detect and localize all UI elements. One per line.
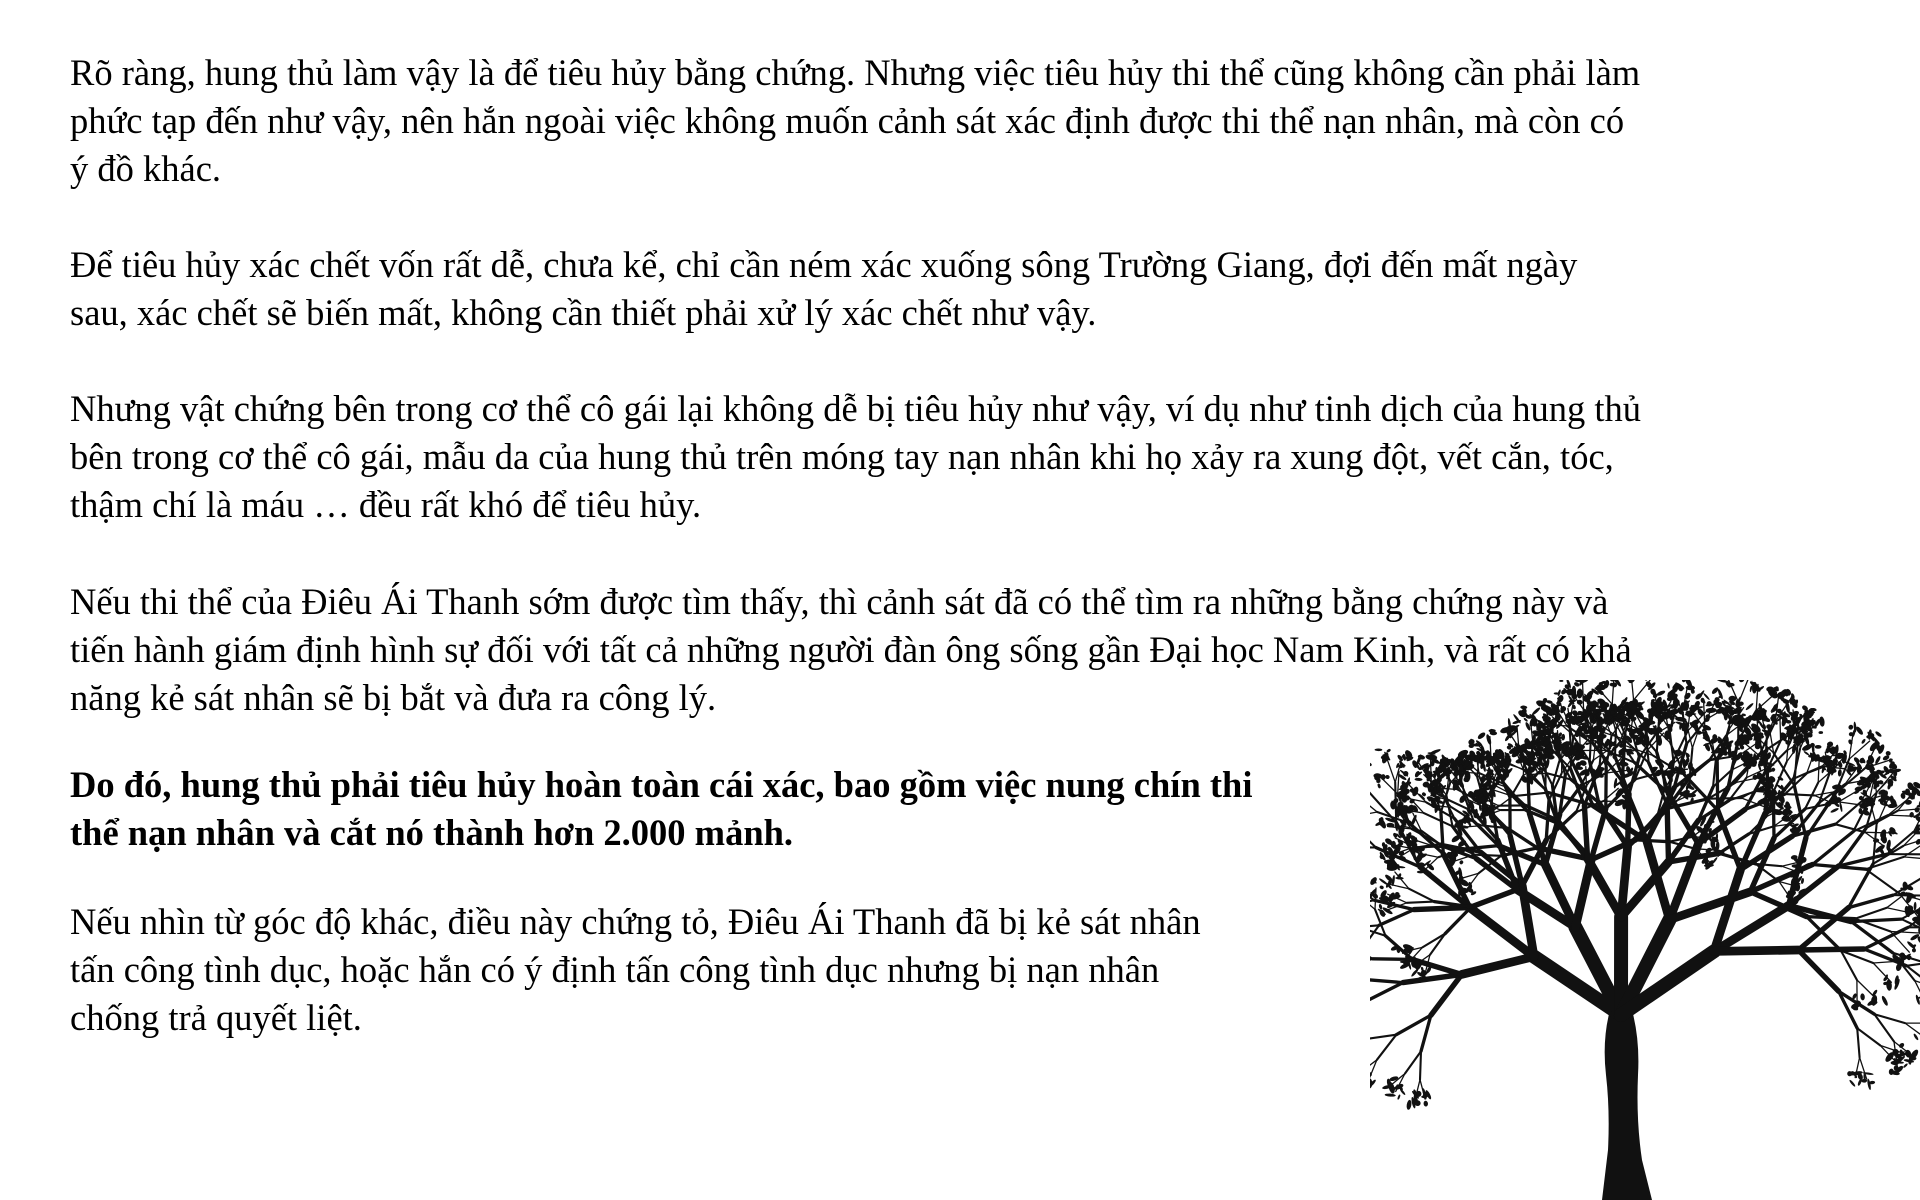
branch-segment [1873,963,1891,982]
leaf-shape [1459,860,1464,865]
text-line: sau, xác chết sẽ biến mất, không cần thiết phải xử lý xác chết như vậy. [70,292,1097,333]
bare-tree-silhouette-icon [1370,680,1920,1200]
branch-segment [1414,908,1470,910]
branch-segment [1714,950,1799,951]
leaf-shape [1830,807,1839,813]
leaf-shape [1818,731,1823,734]
leaf-shape [1751,680,1760,681]
leaf-shape [1815,745,1822,749]
branch-segment [1583,681,1584,710]
leaf-shape [1682,680,1687,683]
branch-segment [1405,1051,1421,1073]
leaf-shape [1738,680,1745,683]
branch-segment [1370,983,1403,1003]
branch-segment [1713,761,1716,787]
leaf-shape [1849,1079,1856,1087]
leaf-shape [1913,902,1916,911]
leaf-shape [1886,979,1893,991]
leaf-shape [1406,1100,1412,1111]
leaf-shape [1643,680,1648,681]
branch-segment [1420,1051,1421,1079]
branch-segment [1773,792,1774,838]
leaf-shape [1667,683,1670,689]
leaf-shape [1656,690,1666,697]
branch-segment [1370,822,1376,848]
branch-segment [1588,859,1622,917]
paragraph-evidence-destruction [70,49,1640,193]
text-line: phức tạp đến như vậy, nên hắn ngoài việc không muốn cảnh sát xác định được thi thể nạn nhân, mà còn có [70,100,1625,141]
leaf-shape [1414,778,1422,781]
leaf-shape [1378,904,1382,910]
leaf-shape [1913,1033,1919,1041]
leaf-shape [1485,734,1492,746]
branch-segment [1474,855,1501,856]
leaf-shape [1861,738,1867,744]
branch-segment [1409,889,1435,902]
branch-segment [1370,945,1373,959]
branch-segment [1471,890,1517,907]
leaf-shape [1479,803,1481,811]
leaf-shape [1754,680,1759,681]
leaf-shape [1400,961,1411,964]
leaf-shape [1848,724,1855,731]
branch-segment [1904,857,1920,860]
paragraph-bold-conclusion [70,761,1252,857]
branch-segment [1636,840,1670,842]
leaf-shape [1903,1063,1909,1069]
leaf-shape [1881,995,1889,1006]
leaf-shape [1613,778,1618,789]
branch-segment [1813,832,1854,865]
leaf-shape [1370,760,1372,768]
paragraph-alternative-view [70,898,1201,1042]
branch-segment [1793,766,1822,779]
leaf-shape [1683,691,1692,700]
leaf-shape [1531,707,1541,716]
text-line: Nếu thi thể của Điêu Ái Thanh sớm được tìm thấy, thì cảnh sát đã có thể tìm ra những bằng chứng này và [70,581,1609,622]
branch-segment [1717,762,1718,810]
text-line: chống trả quyết liệt. [70,997,362,1038]
branch-segment [1866,869,1900,893]
leaf-shape [1867,1078,1872,1090]
branch-segment [1430,934,1445,955]
branch-segment [1799,950,1839,991]
branch-segment [1584,806,1587,859]
branch-segment [1799,949,1865,950]
leaf-shape [1839,802,1843,812]
branch-segment [1855,908,1887,919]
branch-segment [1774,753,1795,786]
branch-segment [1422,934,1445,948]
branch-segment [1407,902,1435,903]
leaf-shape [1423,1101,1428,1107]
branch-segment [1905,1023,1920,1037]
text-line: bên trong cơ thể cô gái, mẫu da của hung thủ trên móng tay nạn nhân khi họ xảy ra xung đột, vết cắn, tóc, [70,436,1614,477]
leaf-shape [1909,812,1915,818]
branch-segment [1370,979,1403,982]
leaf-shape [1885,751,1891,756]
branch-segment [1785,794,1814,795]
branch-segment [1631,680,1634,700]
text-line: ý đồ khác. [70,148,222,189]
leaf-shape [1395,877,1404,880]
branch-segment [1907,961,1920,966]
leaf-shape [1803,750,1810,755]
branch-segment [1462,957,1534,975]
leaf-shape [1385,774,1390,779]
leaf-shape [1915,994,1920,1005]
leaf-shape [1819,716,1826,727]
leaf-shape [1375,748,1383,751]
leaf-shape [1576,688,1583,698]
leaf-shape [1459,770,1463,781]
text-line: thậm chí là máu … đều rất khó để tiêu hủy. [70,484,702,525]
leaf-shape [1745,702,1754,711]
branch-segment [1575,860,1591,928]
text-line: năng kẻ sát nhân sẽ bị bắt và đưa ra công lý. [70,677,717,718]
leaf-shape [1379,885,1384,890]
branch-segment [1370,1035,1396,1039]
text-line: Nếu nhìn từ góc độ khác, điều này chứng tỏ, Điêu Ái Thanh đã bị kẻ sát nhân [70,901,1201,942]
branch-segment [1513,793,1549,797]
branch-segment [1818,762,1819,783]
text-line: Nhưng vật chứng bên trong cơ thể cô gái lại không dễ bị tiêu hủy như vậy, ví dụ như tinh dịch của hung thủ [70,388,1641,429]
leaf-shape [1912,948,1916,952]
leaf-shape [1874,730,1882,737]
leaf-shape [1860,993,1865,1000]
paragraph-physical-evidence [70,385,1641,529]
leaf-shape [1706,708,1717,714]
leaf-shape [1838,769,1842,777]
branch-segment [1667,804,1668,862]
leaf-shape [1397,1094,1401,1100]
text-line: tiến hành giám định hình sự đối với tất cả những người đàn ông sống gần Đại học Nam Kinh, và rất có khả [70,629,1632,670]
paragraph-river-disposal [70,241,1577,337]
leaf-shape [1370,876,1378,886]
text-line: Do đó, hung thủ phải tiêu hủy hoàn toàn cái xác, bao gồm việc nung chín thi [70,764,1253,805]
branch-segment [1377,1035,1396,1060]
text-line: tấn công tình dục, hoặc hắn có ý định tấn công tình dục nhưng bị nạn nhân [70,949,1160,990]
leaf-shape [1559,680,1563,682]
text-line: thể nạn nhân và cắt nó thành hơn 2.000 mảnh. [70,812,794,853]
branch-segment [1704,701,1705,729]
branch-segment [1857,1028,1880,1045]
text-line: Rõ ràng, hung thủ làm vậy là để tiêu hủy bằng chứng. Nhưng việc tiêu hủy thi thể cũng không cần phải làm [70,52,1641,93]
branch-segment [1857,1028,1859,1057]
branch-segment [1370,812,1377,817]
text-line: Để tiêu hủy xác chết vốn rất dễ, chưa kể, chỉ cần ném xác xuống sông Trường Giang, đợi đến mất ngày [70,244,1578,285]
leaf-shape [1912,916,1920,922]
leaf-shape [1377,783,1381,789]
leaf-shape [1477,731,1487,740]
branch-segment [1370,925,1379,947]
branch-segment [1835,802,1861,824]
